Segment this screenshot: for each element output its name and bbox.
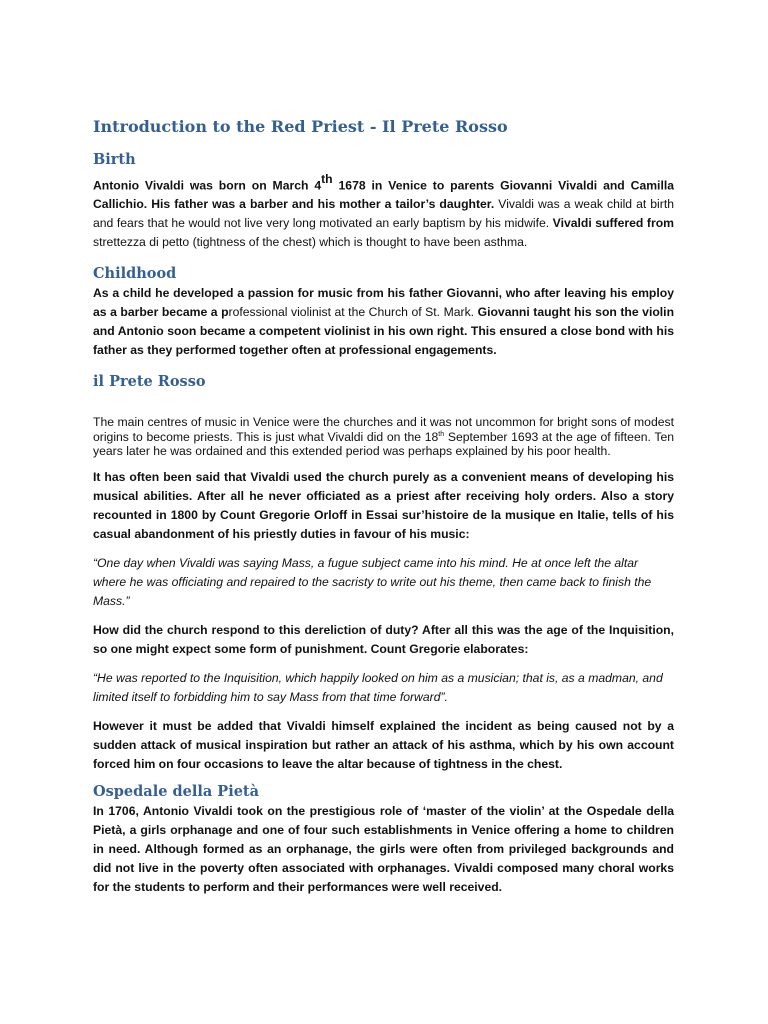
quote-fugue: “One day when Vivaldi was saying Mass, a fugue subject came into his mind. He at once left the altar where he was officiating and repaired to the sacristy to write out his theme, then came back to finish the Mass.” (93, 555, 652, 608)
paragraph-birth (93, 170, 674, 252)
paragraph-ospedale: In 1706, Antonio Vivaldi took on the prestigious role of ‘master of the violin’ at the Ospedale della Pietà, a girls orphanage and one of four such establishments in Venice offering a home to children in need. Although formed as an orphanage, the girls were often from privileged backgrounds and did not live in the poverty often associated with orphanages. Vivaldi composed many choral works for the students to perform and their performances were well received. (93, 803, 674, 894)
paragraph-childhood (93, 284, 674, 360)
quote-inquisition: “He was reported to the Inquisition, which happily looked on him as a musician; that is, as a madman, and limited itself to forbidding him to say Mass from that time forward”. (93, 670, 663, 704)
heading-birth: Birth (93, 151, 136, 168)
rosso-sup: th (438, 430, 445, 438)
birth-text-e: strettezza di petto (tightness of the chest) which is thought to have been asthma. (93, 235, 528, 250)
birth-text-b: 1678 in Venice to parents Giovanni Vivaldi and Camilla Callichio. His father was a barber and his mother a tailor’s daughter. (93, 178, 674, 212)
paragraph-asthma: However it must be added that Vivaldi himself explained the incident as being caused not by a sudden attack of musical inspiration but rather an attack of his asthma, which by his own account forced him on four occasions to leave the altar because of tightness in the chest. (93, 718, 674, 771)
childhood-text-c: Giovanni taught his son the violin and Antonio soon became a competent violinist in his own right. This ensured a close bond with his father as they performed together often at professional engagements. (93, 305, 675, 358)
rosso-text-a: The main centres of music in Venice were the churches and it was not uncommon for bright sons of modest origins to become priests. This is just what Vivaldi did on the 18 (93, 415, 674, 444)
paragraph-inquisition: How did the church respond to this dereliction of duty? After all this was the age of the Inquisition, so one might expect some form of punishment. Count Gregorie elaborates: (93, 622, 674, 656)
birth-text-c: Vivaldi was a weak child at birth and fears that he would not live very long motivated an early baptism by his midwife. (93, 197, 674, 231)
birth-text-a: Antonio Vivaldi was born on March 4 (93, 178, 322, 193)
document-page (93, 116, 674, 897)
heading-ospedale: Ospedale della Pietà (93, 782, 260, 800)
birth-text-d: Vivaldi suffered from (549, 216, 674, 231)
childhood-text-a: As a child he developed a passion for music from his father Giovanni, who after leaving his employ as a barber became a p (93, 286, 674, 320)
birth-sup: th (321, 172, 333, 186)
heading-prete-rosso: il Prete Rosso (93, 373, 206, 391)
heading-childhood: Childhood (93, 265, 177, 283)
childhood-text-b: rofessional violinist at the Church of St. Mark. (228, 305, 475, 320)
paragraph-prete-rosso-1 (93, 415, 674, 459)
page-title: Introduction to the Red Priest - Il Prete Rosso (93, 117, 508, 136)
paragraph-prete-rosso-2: It has often been said that Vivaldi used the church purely as a convenient means of developing his musical abilities. After all he never officiated as a priest after receiving holy orders. Also a story recounted in 1800 by Count Gregorie Orloff in Essai sur’histoire de la musique en Italie, tells of his casual abandonment of his priestly duties in favour of his music: (93, 469, 674, 541)
rosso-text-b: September 1693 at the age of fifteen. Ten years later he was ordained and this extended period was perhaps explained by his poor health. (93, 429, 675, 459)
